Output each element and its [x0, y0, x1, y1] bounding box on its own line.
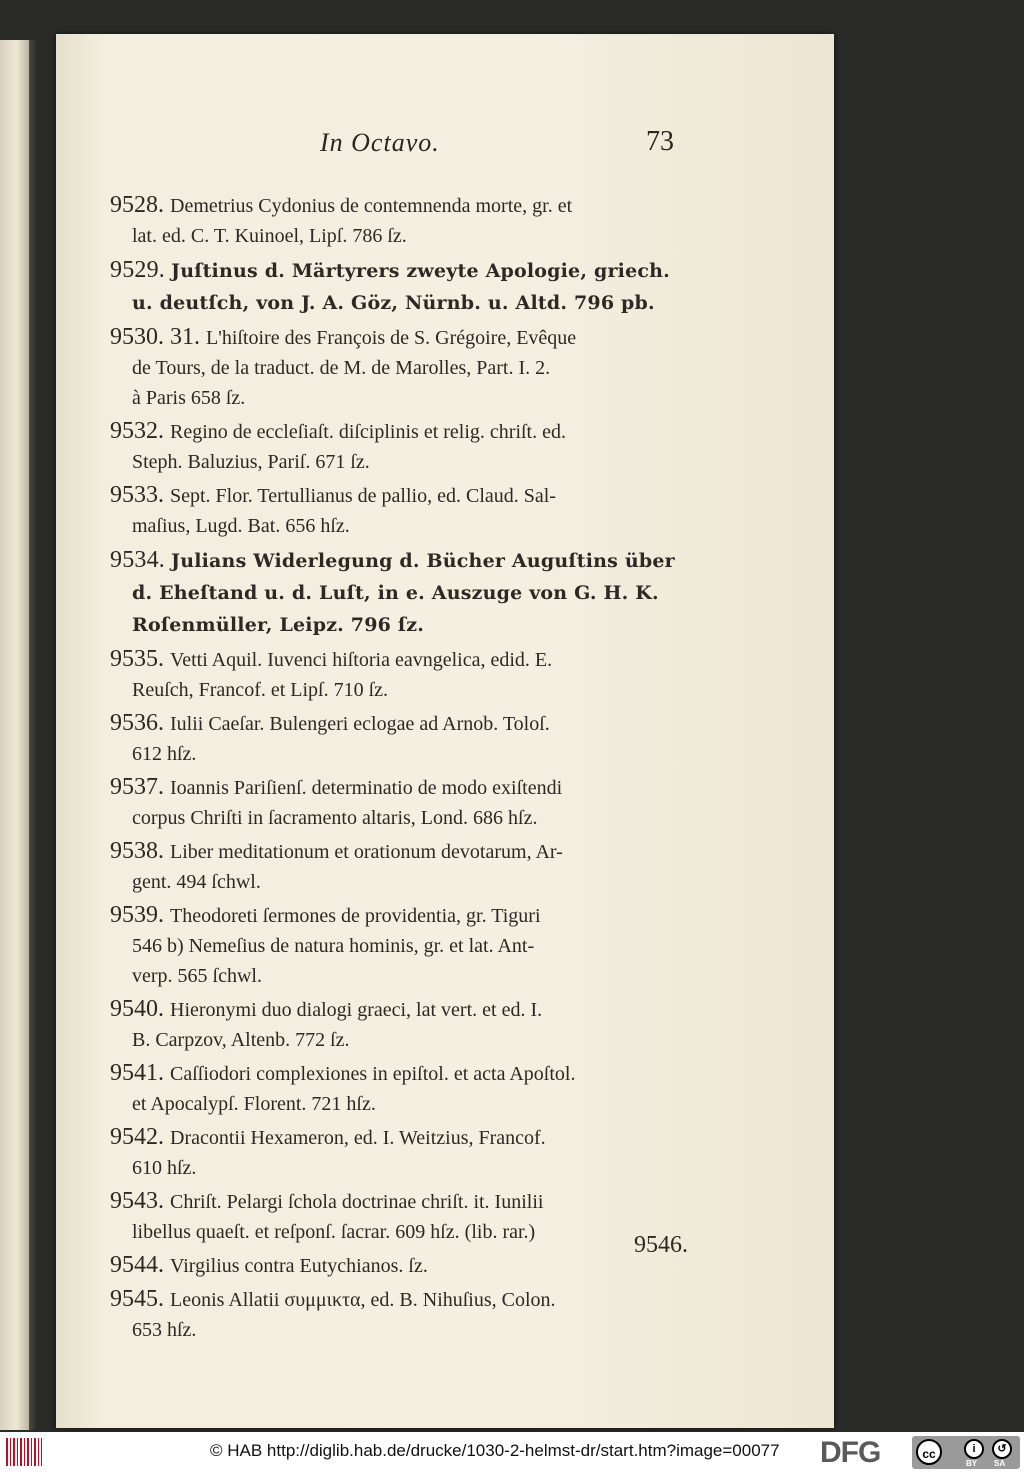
by-label: BY [966, 1459, 978, 1468]
entry-number: 9530. 31. [110, 324, 200, 350]
entry-number: 9533. [110, 482, 164, 508]
hab-barcode-logo [6, 1438, 42, 1466]
entry-line: Ioannis Pariſienſ. determinatio de modo exiſtendi [170, 777, 563, 799]
catalog-entry [110, 190, 700, 251]
catalog-entry [110, 416, 700, 477]
entry-number: 9538. [110, 838, 164, 864]
catalog-entry [110, 480, 700, 541]
entry-line: Sept. Flor. Tertullianus de pallio, ed. Claud. Sal- [170, 485, 556, 507]
entry-line: Vetti Aquil. Iuvenci hiſtoria eavngelica, edid. E. [170, 649, 553, 671]
entry-line: corpus Chriſti in ſacramento altaris, Lond. 686 hſz. [132, 807, 538, 829]
entry-line: d. Eheſtand u. d. Luſt, in e. Auszuge von G. H. K. [132, 582, 659, 604]
catalog-entry [110, 708, 700, 769]
sa-label: SA [994, 1459, 1006, 1468]
entry-line: Caſſiodori complexiones in epiſtol. et acta Apoſtol. [170, 1063, 576, 1085]
entry-line: L'hiſtoire des François de S. Grégoire, Evêque [206, 327, 577, 349]
entry-line: Hieronymi duo dialogi graeci, lat vert. et ed. I. [170, 999, 543, 1021]
catalog-entry [110, 772, 700, 833]
catalog-entry [110, 254, 700, 319]
catalog-entry [110, 544, 700, 641]
entry-line: Liber meditationum et orationum devotarum, Ar- [170, 841, 563, 863]
entry-line: Regino de eccleſiaſt. diſciplinis et relig. chriſt. ed. [170, 421, 566, 443]
cc-icon: cc [916, 1439, 942, 1465]
entry-number: 9528. [110, 192, 164, 218]
attribution-icon: i [964, 1439, 984, 1459]
catalog-entry [110, 994, 700, 1055]
entry-number: 9529. [110, 257, 165, 283]
catalog-entry [110, 1186, 700, 1247]
dfg-logo: DFG [820, 1436, 881, 1469]
page-header [56, 90, 834, 157]
entry-line: et Apocalypſ. Florent. 721 hſz. [132, 1093, 376, 1115]
entry-number: 9542. [110, 1124, 164, 1150]
entry-number: 9536. [110, 710, 164, 736]
entry-number: 9545. [110, 1286, 164, 1312]
entry-line: de Tours, de la traduct. de M. de Marolles, Part. I. 2. [132, 357, 551, 379]
entry-line: B. Carpzov, Altenb. 772 ſz. [132, 1029, 350, 1051]
entry-line: Leonis Allatii συμμικτα, ed. B. Nihuſius, Colon. [170, 1289, 556, 1311]
entry-number: 9537. [110, 774, 164, 800]
share-alike-icon: ↺ [992, 1439, 1012, 1459]
catalog-entry [110, 836, 700, 897]
entry-line: Theodoreti ſermones de providentia, gr. Tiguri [170, 905, 541, 927]
entry-number: 9539. [110, 902, 164, 928]
entry-line: Steph. Baluzius, Pariſ. 671 ſz. [132, 451, 370, 473]
entry-number: 9532. [110, 418, 164, 444]
entry-number: 9544. [110, 1252, 164, 1278]
entry-line: u. deutſch, von J. A. Göz, Nürnb. u. Altd. 796 pb. [132, 292, 655, 314]
catalog-entries [110, 190, 700, 1348]
catalog-entry [110, 1122, 700, 1183]
catalog-entry [110, 644, 700, 705]
previous-page-edge [0, 40, 31, 1430]
entry-line: Juſtinus d. Märtyrers zweyte Apologie, griech. [171, 260, 670, 282]
catalog-entry [110, 322, 700, 413]
footer-bar [0, 1432, 1024, 1473]
entry-line: 653 hſz. [132, 1319, 197, 1341]
entry-line: 612 hſz. [132, 743, 197, 765]
entry-line: gent. 494 ſchwl. [132, 871, 261, 893]
entry-number: 9535. [110, 646, 164, 672]
catalog-entry [110, 1058, 700, 1119]
gutter-crease [29, 40, 37, 1430]
cc-license-badge[interactable] [912, 1436, 1020, 1469]
catalog-entry [110, 1284, 700, 1345]
catalog-entry [110, 900, 700, 991]
entry-line: Dracontii Hexameron, ed. I. Weitzius, Francof. [170, 1127, 546, 1149]
entry-line: 610 hſz. [132, 1157, 197, 1179]
entry-line: Virgilius contra Eutychianos. ſz. [170, 1255, 428, 1277]
entry-line: Roſenmüller, Leipz. 796 ſz. [132, 614, 425, 636]
page-number: 73 [646, 126, 674, 157]
entry-line: verp. 565 ſchwl. [132, 965, 262, 987]
entry-line: Chriſt. Pelargi ſchola doctrinae chriſt. it. Iunilii [170, 1191, 544, 1213]
copyright-credit-link[interactable]: © HAB http://diglib.hab.de/drucke/1030-2-helmst-dr/start.htm?image=00077 [210, 1441, 780, 1460]
entry-number: 9541. [110, 1060, 164, 1086]
entry-line: Reuſch, Francof. et Lipſ. 710 ſz. [132, 679, 389, 701]
entry-line: lat. ed. C. T. Kuinoel, Lipſ. 786 ſz. [132, 225, 407, 247]
entry-line: maſius, Lugd. Bat. 656 hſz. [132, 515, 350, 537]
entry-number: 9540. [110, 996, 164, 1022]
entry-line: 546 b) Nemeſius de natura hominis, gr. et lat. Ant- [132, 935, 535, 957]
entry-line: libellus quaeſt. et reſponſ. ſacrar. 609 hſz. (lib. rar.) [132, 1221, 536, 1243]
entry-number: 9534. [110, 547, 165, 573]
catalog-entry [110, 1250, 700, 1281]
entry-line: Demetrius Cydonius de contemnenda morte, gr. et [170, 195, 573, 217]
entry-line: à Paris 658 ſz. [132, 387, 246, 409]
entry-line: Julians Widerlegung d. Bücher Auguſtins über [171, 550, 675, 572]
running-title: In Octavo. [320, 128, 440, 157]
entry-number: 9543. [110, 1188, 164, 1214]
catchword: 9546. [634, 1232, 688, 1258]
entry-line: Iulii Caeſar. Bulengeri eclogae ad Arnob. Toloſ. [170, 713, 550, 735]
